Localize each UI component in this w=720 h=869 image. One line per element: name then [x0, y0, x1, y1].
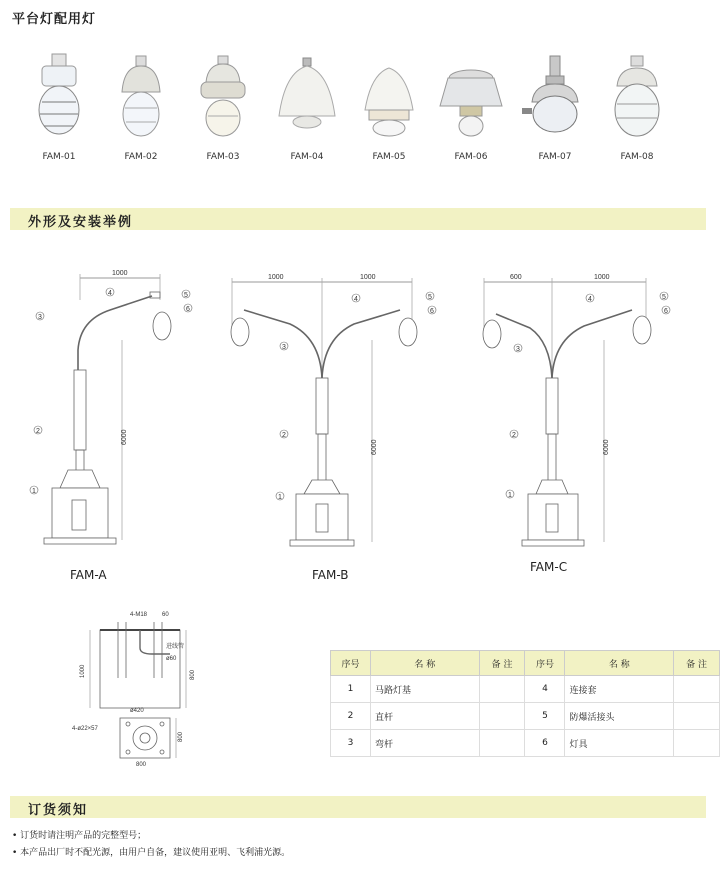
lamp-gallery	[20, 52, 710, 182]
pole-caption-b: FAM-B	[312, 568, 349, 582]
svg-text:3: 3	[38, 314, 42, 321]
dim-a-height: 6000	[121, 429, 128, 445]
lamp-code: FAM-07	[538, 152, 572, 162]
svg-text:6: 6	[186, 306, 190, 313]
dim-a-arm: 1000	[112, 270, 128, 277]
pole-drawings	[0, 260, 720, 600]
row-name: 连接套	[565, 676, 674, 703]
foundation-drawing	[70, 608, 290, 768]
lamp-item	[602, 52, 672, 162]
lamp-bell-icon	[275, 52, 339, 142]
marker-b-5	[426, 292, 434, 301]
row-note	[479, 676, 525, 703]
svg-text:6: 6	[664, 308, 668, 315]
marker-b-1	[276, 492, 284, 501]
lamp-item	[354, 52, 424, 162]
marker-c-4	[586, 294, 594, 303]
svg-text:6: 6	[430, 308, 434, 315]
row-number: 3	[331, 730, 371, 757]
marker-a-3	[36, 312, 44, 321]
marker-b-4	[352, 294, 360, 303]
marker-b-2	[280, 430, 288, 439]
foundation-conduit: 进线管	[166, 644, 185, 650]
foundation-height-right: 800	[190, 669, 196, 680]
marker-a-5	[182, 290, 190, 299]
note-item: • 订货时请注明产品的完整型号；	[12, 831, 147, 841]
svg-text:5: 5	[184, 292, 188, 299]
row-name: 直杆	[371, 703, 480, 730]
note-item: • 本产品出厂时不配光源，由用户自备，建议使用亚明、飞利浦光源。	[12, 848, 291, 858]
svg-text:5: 5	[662, 294, 666, 301]
lamp-ribbed-icon	[196, 52, 250, 142]
header-cell: 序号	[525, 651, 565, 676]
dim-c-left: 600	[510, 274, 522, 281]
row-number: 5	[525, 703, 565, 730]
svg-text:1: 1	[278, 494, 282, 501]
pole-caption-a: FAM-A	[70, 568, 107, 582]
svg-text:4: 4	[108, 290, 112, 297]
lamp-dome-icon	[114, 52, 168, 142]
marker-b-3	[280, 342, 288, 351]
page-title: 平台灯配用灯	[12, 12, 97, 27]
order-notes	[12, 828, 290, 862]
row-number: 2	[331, 703, 371, 730]
section-band-order	[10, 796, 706, 818]
foundation-width-bottom: 800	[136, 762, 147, 768]
parts-table	[330, 650, 720, 757]
dim-b-height: 6000	[371, 439, 378, 455]
marker-a-1	[30, 486, 38, 495]
marker-c-2	[510, 430, 518, 439]
row-note	[674, 703, 720, 730]
section-title-install: 外形及安装举例	[28, 215, 134, 230]
svg-text:5: 5	[428, 294, 432, 301]
row-name: 防爆活接头	[565, 703, 674, 730]
table-row	[331, 703, 720, 730]
lamp-item	[520, 52, 590, 162]
lamp-cage-dome-icon	[607, 52, 667, 142]
pole-caption-c: FAM-C	[530, 560, 568, 574]
lamp-item	[436, 52, 506, 162]
lamp-chrome-icon	[520, 52, 590, 142]
marker-a-4	[106, 288, 114, 297]
svg-text:1: 1	[508, 492, 512, 499]
dim-c-height: 6000	[603, 439, 610, 455]
lamp-code: FAM-04	[290, 152, 324, 162]
lamp-code: FAM-01	[42, 152, 76, 162]
table-row	[331, 730, 720, 757]
lamp-code: FAM-03	[206, 152, 240, 162]
dim-c-right: 1000	[594, 274, 610, 281]
marker-b-6	[428, 306, 436, 315]
foundation-circle: ø420	[130, 708, 144, 714]
marker-c-6	[662, 306, 670, 315]
table-header-row	[331, 651, 720, 676]
svg-text:4: 4	[588, 296, 592, 303]
marker-c-3	[514, 344, 522, 353]
marker-c-1	[506, 490, 514, 499]
svg-text:2: 2	[36, 428, 40, 435]
row-note	[479, 703, 525, 730]
lamp-code: FAM-06	[454, 152, 488, 162]
lamp-bell-guard-icon	[357, 52, 421, 142]
table-row	[331, 676, 720, 703]
foundation-top-dim: 60	[162, 612, 169, 618]
row-note	[674, 730, 720, 757]
svg-text:4: 4	[354, 296, 358, 303]
lamp-flat-shade-icon	[436, 52, 506, 142]
header-cell: 名 称	[371, 651, 480, 676]
svg-text:2: 2	[282, 432, 286, 439]
dim-b-left: 1000	[268, 274, 284, 281]
svg-text:1: 1	[32, 488, 36, 495]
lamp-item	[188, 52, 258, 162]
row-number: 1	[331, 676, 371, 703]
svg-text:3: 3	[282, 344, 286, 351]
lamp-item	[106, 52, 176, 162]
row-number: 4	[525, 676, 565, 703]
marker-c-5	[660, 292, 668, 301]
section-title-order: 订货须知	[28, 803, 89, 818]
foundation-bolts: 4-M18	[130, 612, 148, 618]
header-cell: 序号	[331, 651, 371, 676]
lamp-item	[24, 52, 94, 162]
row-note	[479, 730, 525, 757]
dim-b-right: 1000	[360, 274, 376, 281]
lamp-code: FAM-08	[620, 152, 654, 162]
foundation-side: 800	[178, 731, 184, 742]
header-cell: 备 注	[479, 651, 525, 676]
foundation-holes: 4-ø22×57	[72, 726, 98, 732]
header-cell: 备 注	[674, 651, 720, 676]
pole-c-drawing	[483, 278, 651, 546]
svg-text:3: 3	[516, 346, 520, 353]
row-note	[674, 676, 720, 703]
foundation-conduit-dia: ø60	[166, 656, 177, 662]
row-name: 马路灯基	[371, 676, 480, 703]
svg-text:2: 2	[512, 432, 516, 439]
marker-a-6	[184, 304, 192, 313]
pole-a-drawing	[44, 274, 171, 544]
marker-a-2	[34, 426, 42, 435]
row-name: 弯杆	[371, 730, 480, 757]
row-name: 灯具	[565, 730, 674, 757]
lamp-item	[272, 52, 342, 162]
row-number: 6	[525, 730, 565, 757]
lamp-code: FAM-02	[124, 152, 158, 162]
pole-b-drawing	[231, 278, 417, 546]
lamp-cage-icon	[32, 52, 86, 142]
lamp-code: FAM-05	[372, 152, 406, 162]
section-band-install	[10, 208, 706, 230]
header-cell: 名 称	[565, 651, 674, 676]
foundation-depth: 1000	[80, 664, 86, 678]
